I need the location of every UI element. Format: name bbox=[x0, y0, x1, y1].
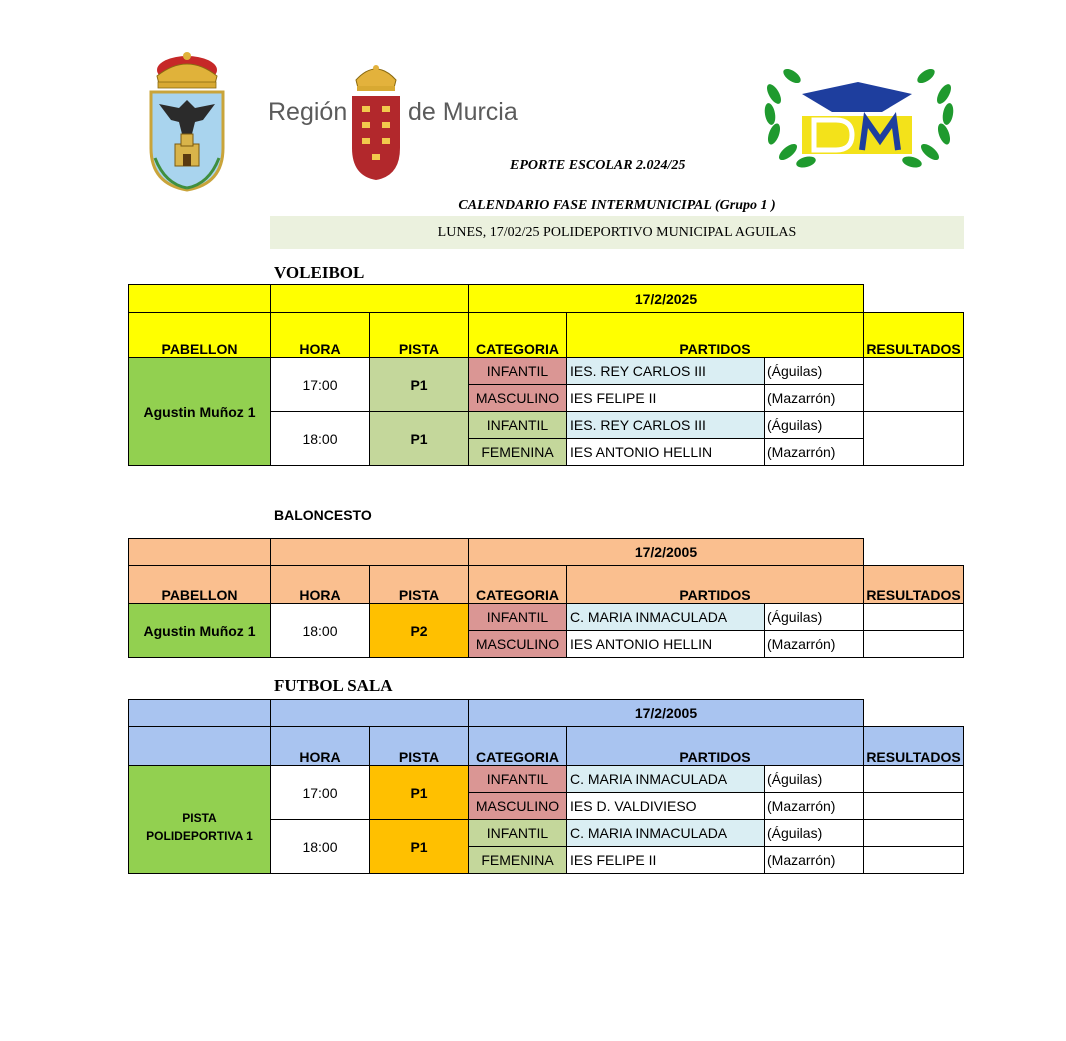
pista-cell: P2 bbox=[370, 604, 469, 658]
categoria-cell: FEMENINA bbox=[469, 847, 567, 874]
town-cell: (Mazarrón) bbox=[765, 793, 864, 820]
team-cell: IES ANTONIO HELLIN bbox=[567, 631, 765, 658]
team-cell: IES ANTONIO HELLIN bbox=[567, 439, 765, 466]
voleibol-table bbox=[128, 284, 964, 466]
blank-header-cell bbox=[129, 539, 271, 566]
col-categoria: CATEGORIA bbox=[469, 727, 567, 766]
town-cell: (Mazarrón) bbox=[765, 439, 864, 466]
town-cell: (Águilas) bbox=[765, 358, 864, 385]
futbol-sala-date: 17/2/2005 bbox=[469, 700, 864, 727]
deporte-municipal-laurel-logo-icon bbox=[762, 64, 956, 170]
baloncesto-date: 17/2/2005 bbox=[469, 539, 864, 566]
team-cell: IES. REY CARLOS III bbox=[567, 412, 765, 439]
town-cell: (Mazarrón) bbox=[765, 385, 864, 412]
resultado-cell bbox=[864, 604, 964, 631]
col-partidos: PARTIDOS bbox=[567, 313, 864, 358]
col-categoria: CATEGORIA bbox=[469, 566, 567, 604]
categoria-cell: MASCULINO bbox=[469, 631, 567, 658]
pista-cell: P1 bbox=[370, 412, 469, 466]
categoria-cell: INFANTIL bbox=[469, 412, 567, 439]
hora-cell: 17:00 bbox=[271, 766, 370, 820]
blank-header-cell bbox=[129, 700, 271, 727]
resultado-cell bbox=[864, 631, 964, 658]
blank-header-cell bbox=[129, 285, 271, 313]
team-cell: C. MARIA INMACULADA bbox=[567, 604, 765, 631]
pabellon-cell bbox=[129, 766, 271, 874]
resultado-cell bbox=[864, 847, 964, 874]
team-cell: IES. REY CARLOS III bbox=[567, 358, 765, 385]
baloncesto-table bbox=[128, 538, 964, 658]
hora-cell: 18:00 bbox=[271, 820, 370, 874]
col-partidos: PARTIDOS bbox=[567, 566, 864, 604]
blank-header-cell bbox=[271, 700, 469, 727]
col-partidos: PARTIDOS bbox=[567, 727, 864, 766]
calendar-title: CALENDARIO FASE INTERMUNICIPAL (Grupo 1 ) bbox=[458, 198, 776, 213]
pabellon-cell: Agustin Muñoz 1 bbox=[129, 358, 271, 466]
date-banner: LUNES, 17/02/25 POLIDEPORTIVO MUNICIPAL AGUILAS bbox=[270, 216, 964, 249]
team-cell: IES FELIPE II bbox=[567, 847, 765, 874]
town-cell: (Águilas) bbox=[765, 604, 864, 631]
categoria-cell: MASCULINO bbox=[469, 385, 567, 412]
col-resultados: RESULTADOS bbox=[864, 313, 964, 358]
region-de-murcia-logo bbox=[268, 62, 518, 182]
col-categoria: CATEGORIA bbox=[469, 313, 567, 358]
town-cell: (Águilas) bbox=[765, 820, 864, 847]
region-text-left: Región bbox=[268, 98, 348, 126]
town-cell: (Águilas) bbox=[765, 412, 864, 439]
categoria-cell: INFANTIL bbox=[469, 358, 567, 385]
col-resultados: RESULTADOS bbox=[864, 727, 964, 766]
categoria-cell: INFANTIL bbox=[469, 766, 567, 793]
team-cell: C. MARIA INMACULADA bbox=[567, 766, 765, 793]
pabellon-cell: Agustin Muñoz 1 bbox=[129, 604, 271, 658]
voleibol-title: VOLEIBOL bbox=[274, 263, 365, 282]
town-cell: (Águilas) bbox=[765, 766, 864, 793]
hora-cell: 18:00 bbox=[271, 604, 370, 658]
categoria-cell: FEMENINA bbox=[469, 439, 567, 466]
hora-cell: 18:00 bbox=[271, 412, 370, 466]
col-hora: HORA bbox=[271, 566, 370, 604]
pabellon-line-1: PISTA bbox=[182, 810, 217, 825]
region-de-murcia-shield-icon bbox=[348, 62, 404, 187]
resultado-cell bbox=[864, 358, 964, 412]
town-cell: (Mazarrón) bbox=[765, 631, 864, 658]
col-hora: HORA bbox=[271, 727, 370, 766]
pista-cell: P1 bbox=[370, 820, 469, 874]
voleibol-date: 17/2/2025 bbox=[469, 285, 864, 313]
region-text-right: de Murcia bbox=[408, 98, 518, 126]
baloncesto-title: BALONCESTO bbox=[274, 507, 372, 523]
hora-cell: 17:00 bbox=[271, 358, 370, 412]
team-cell: C. MARIA INMACULADA bbox=[567, 820, 765, 847]
team-cell: IES D. VALDIVIESO bbox=[567, 793, 765, 820]
futbol-sala-title: FUTBOL SALA bbox=[274, 676, 393, 695]
pista-cell: P1 bbox=[370, 358, 469, 412]
resultado-cell bbox=[864, 793, 964, 820]
resultado-cell bbox=[864, 412, 964, 466]
futbol-sala-table bbox=[128, 699, 964, 874]
blank-header-cell bbox=[271, 539, 469, 566]
categoria-cell: INFANTIL bbox=[469, 820, 567, 847]
resultado-cell bbox=[864, 820, 964, 847]
aguilas-coat-of-arms-icon bbox=[145, 48, 229, 194]
town-cell: (Mazarrón) bbox=[765, 847, 864, 874]
col-resultados: RESULTADOS bbox=[864, 566, 964, 604]
team-cell: IES FELIPE II bbox=[567, 385, 765, 412]
col-pista: PISTA bbox=[370, 313, 469, 358]
blank-header-cell bbox=[129, 727, 271, 766]
pabellon-line-2: POLIDEPORTIVA 1 bbox=[146, 828, 253, 843]
resultado-cell bbox=[864, 766, 964, 793]
season-subtitle: EPORTE ESCOLAR 2.024/25 bbox=[510, 158, 686, 173]
categoria-cell: MASCULINO bbox=[469, 793, 567, 820]
col-pabellon: PABELLON bbox=[129, 313, 271, 358]
blank-header-cell bbox=[271, 285, 469, 313]
col-pista: PISTA bbox=[370, 566, 469, 604]
pista-cell: P1 bbox=[370, 766, 469, 820]
col-pabellon: PABELLON bbox=[129, 566, 271, 604]
col-hora: HORA bbox=[271, 313, 370, 358]
col-pista: PISTA bbox=[370, 727, 469, 766]
categoria-cell: INFANTIL bbox=[469, 604, 567, 631]
